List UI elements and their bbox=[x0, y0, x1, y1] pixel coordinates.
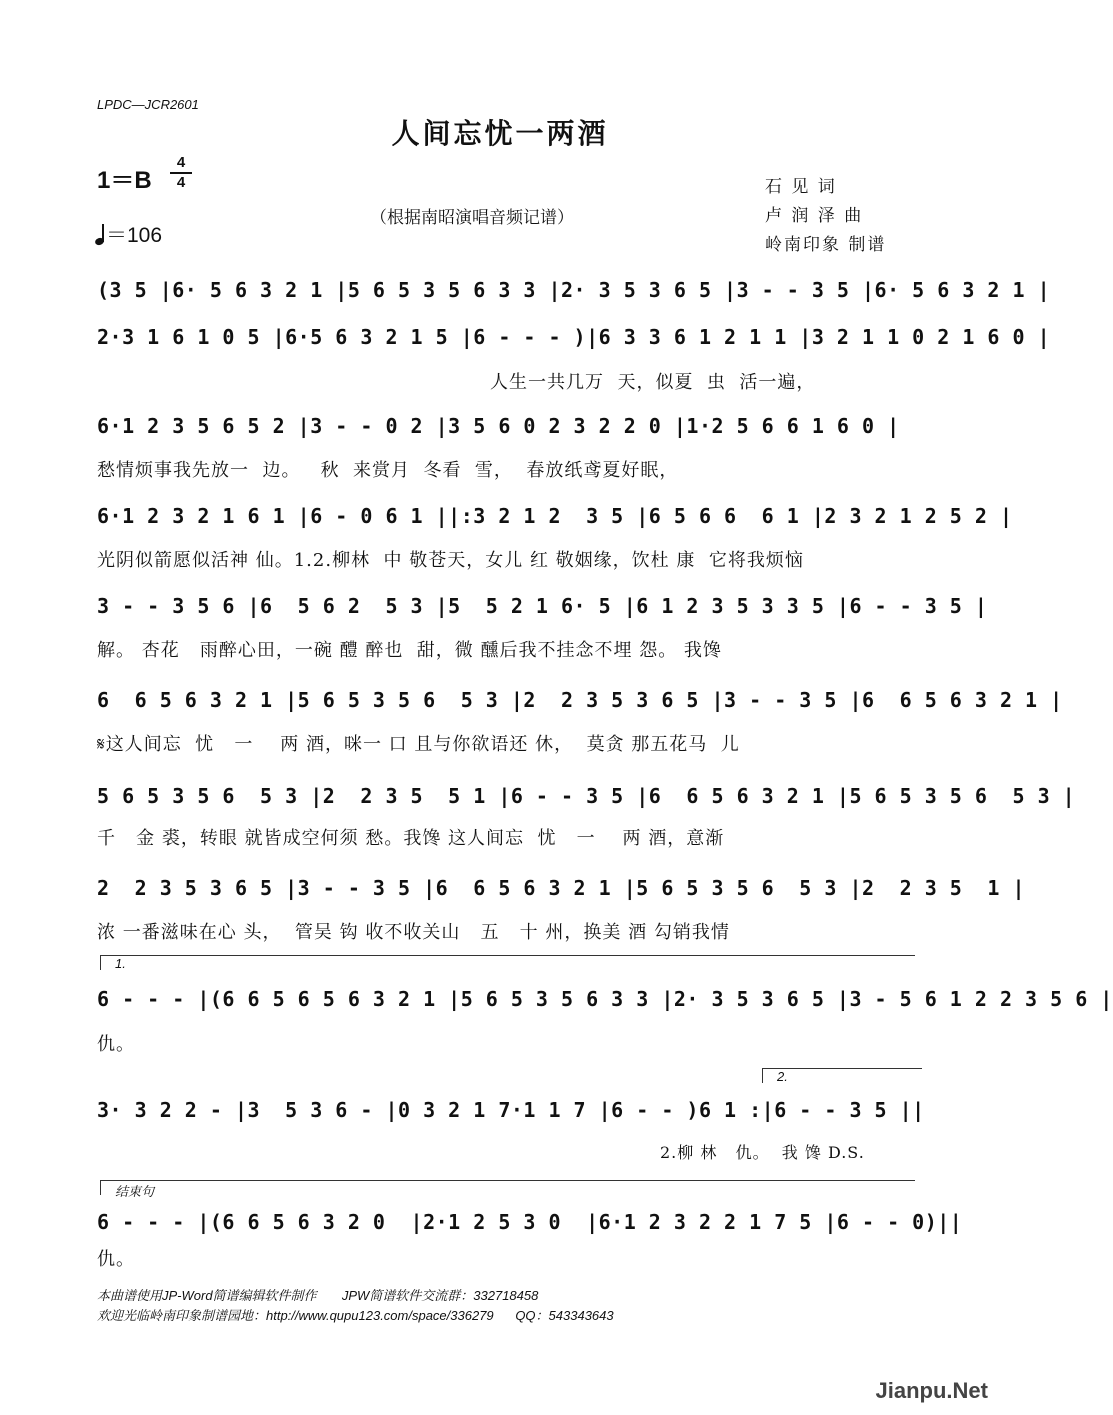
lyric-line-11: 仇。 bbox=[97, 1249, 135, 1270]
first-ending-bracket: 1. bbox=[100, 955, 915, 970]
arranger-credit: 岭南印象 制谱 bbox=[765, 235, 887, 255]
meter-bottom: 4 bbox=[176, 174, 186, 191]
footer-welcome: 欢迎光临岭南印象制谱园地：http://www.qupu123.com/space/336279 QQ：543343643 bbox=[97, 1308, 614, 1323]
footer-software: 本曲谱使用JP-Word简谱编辑软件制作 JPW简谱软件交流群：332718458 bbox=[97, 1288, 539, 1303]
lyric-line-8: 浓 一番滋味在心 头， 管吴 钩 收不收关山 五 十 州，换美 酒 勾销我情 bbox=[97, 922, 730, 943]
brand-watermark: Jianpu.Net bbox=[875, 1378, 988, 1403]
lyric-line-7: 千 金 裘，转眼 就皆成空何须 愁。我馋 这人间忘 忧 一 两 酒，意渐 bbox=[97, 828, 725, 849]
score-line-3: 6·1 2 3 5 6 5 2 |3 - - 0 2 |3 5 6 0 2 3 2 2 0 |1·2 5 6 6 1 6 0 | bbox=[97, 414, 900, 438]
score-code: LPDC—JCR2601 bbox=[97, 97, 199, 112]
score-line-1: (3 5 |6· 5 6 3 2 1 |5 6 5 3 5 6 3 3 |2· 3 5 3 6 5 |3 - - 3 5 |6· 5 6 3 2 1 | bbox=[97, 278, 1051, 302]
score-line-10: 3· 3 2 2 - |3 5 3 6 - |0 3 2 1 7·1 1 7 |6 - - )6 1 :|6 - - 3 5 || bbox=[97, 1098, 925, 1122]
quarter-note-icon bbox=[95, 225, 103, 245]
lyric-line-6: 𝄋这人间忘 忧 一 两 酒，咪一 口 且与你欲语还 休， 莫贪 那五花马 儿 bbox=[97, 734, 740, 755]
score-line-6: 6 6 5 6 3 2 1 |5 6 5 3 5 6 5 3 |2 2 3 5 3 6 5 |3 - - 3 5 |6 6 5 6 3 2 1 | bbox=[97, 688, 1063, 712]
score-line-9: 6 - - - |(6 6 5 6 5 6 3 2 1 |5 6 5 3 5 6 3 3 |2· 3 5 3 6 5 |3 - 5 6 1 2 2 3 5 6 | bbox=[97, 987, 1113, 1011]
lyric-line-3: 愁情烦事我先放一 边。 秋 来赏月 冬看 雪， 春放纸鸢夏好眠， bbox=[97, 460, 679, 481]
coda-bracket: 结束句 bbox=[100, 1180, 915, 1195]
score-line-7: 5 6 5 3 5 6 5 3 |2 2 3 5 5 1 |6 - - 3 5 |6 6 5 6 3 2 1 |5 6 5 3 5 6 5 3 | bbox=[97, 784, 1076, 808]
lyric-line-10: 2.柳 林 仇。 我 馋 D.S. bbox=[660, 1143, 865, 1162]
score-line-4: 6·1 2 3 2 1 6 1 |6 - 0 6 1 ||:3 2 1 2 3 5 |6 5 6 6 6 1 |2 3 2 1 2 5 2 | bbox=[97, 504, 1013, 528]
score-line-8: 2 2 3 5 3 6 5 |3 - - 3 5 |6 6 5 6 3 2 1 |5 6 5 3 5 6 5 3 |2 2 3 5 1 | bbox=[97, 876, 1026, 900]
time-signature bbox=[170, 155, 192, 191]
transcription-source: （根据南昭演唱音频记谱） bbox=[370, 208, 574, 228]
meter-top: 4 bbox=[176, 154, 186, 171]
tempo-marking bbox=[95, 219, 162, 249]
lyric-line-5: 解。 杏花 雨醉心田，一碗 醴 醉也 甜，微 醺后我不挂念不埋 怨。 我馋 bbox=[97, 640, 722, 661]
lyric-line-2: 人生一共几万 天，似夏 虫 活一遍， bbox=[490, 372, 816, 393]
lyricist-credit: 石 见 词 bbox=[765, 177, 837, 197]
tempo-value: ＝106 bbox=[106, 224, 163, 247]
composer-credit: 卢 润 泽 曲 bbox=[765, 206, 864, 226]
lyric-line-4: 光阴似箭愿似活神 仙。1.2.柳林 中 敬苍天，女儿 红 敬姻缘，饮杜 康 它将我烦恼 bbox=[97, 550, 804, 571]
score-line-5: 3 - - 3 5 6 |6 5 6 2 5 3 |5 5 2 1 6· 5 |6 1 2 3 5 3 3 5 |6 - - 3 5 | bbox=[97, 594, 988, 618]
key-signature: 1＝B bbox=[97, 167, 152, 194]
score-line-2: 2·3 1 6 1 0 5 |6·5 6 3 2 1 5 |6 - - - )|6 3 3 6 1 2 1 1 |3 2 1 1 0 2 1 6 0 | bbox=[97, 325, 1051, 349]
second-ending-bracket: 2. bbox=[762, 1068, 922, 1083]
page-title: 人间忘忧一两酒 bbox=[391, 117, 609, 150]
lyric-line-9: 仇。 bbox=[97, 1034, 135, 1055]
score-line-11: 6 - - - |(6 6 5 6 3 2 0 |2·1 2 5 3 0 |6·1 2 3 2 2 1 7 5 |6 - - 0)|| bbox=[97, 1210, 963, 1234]
